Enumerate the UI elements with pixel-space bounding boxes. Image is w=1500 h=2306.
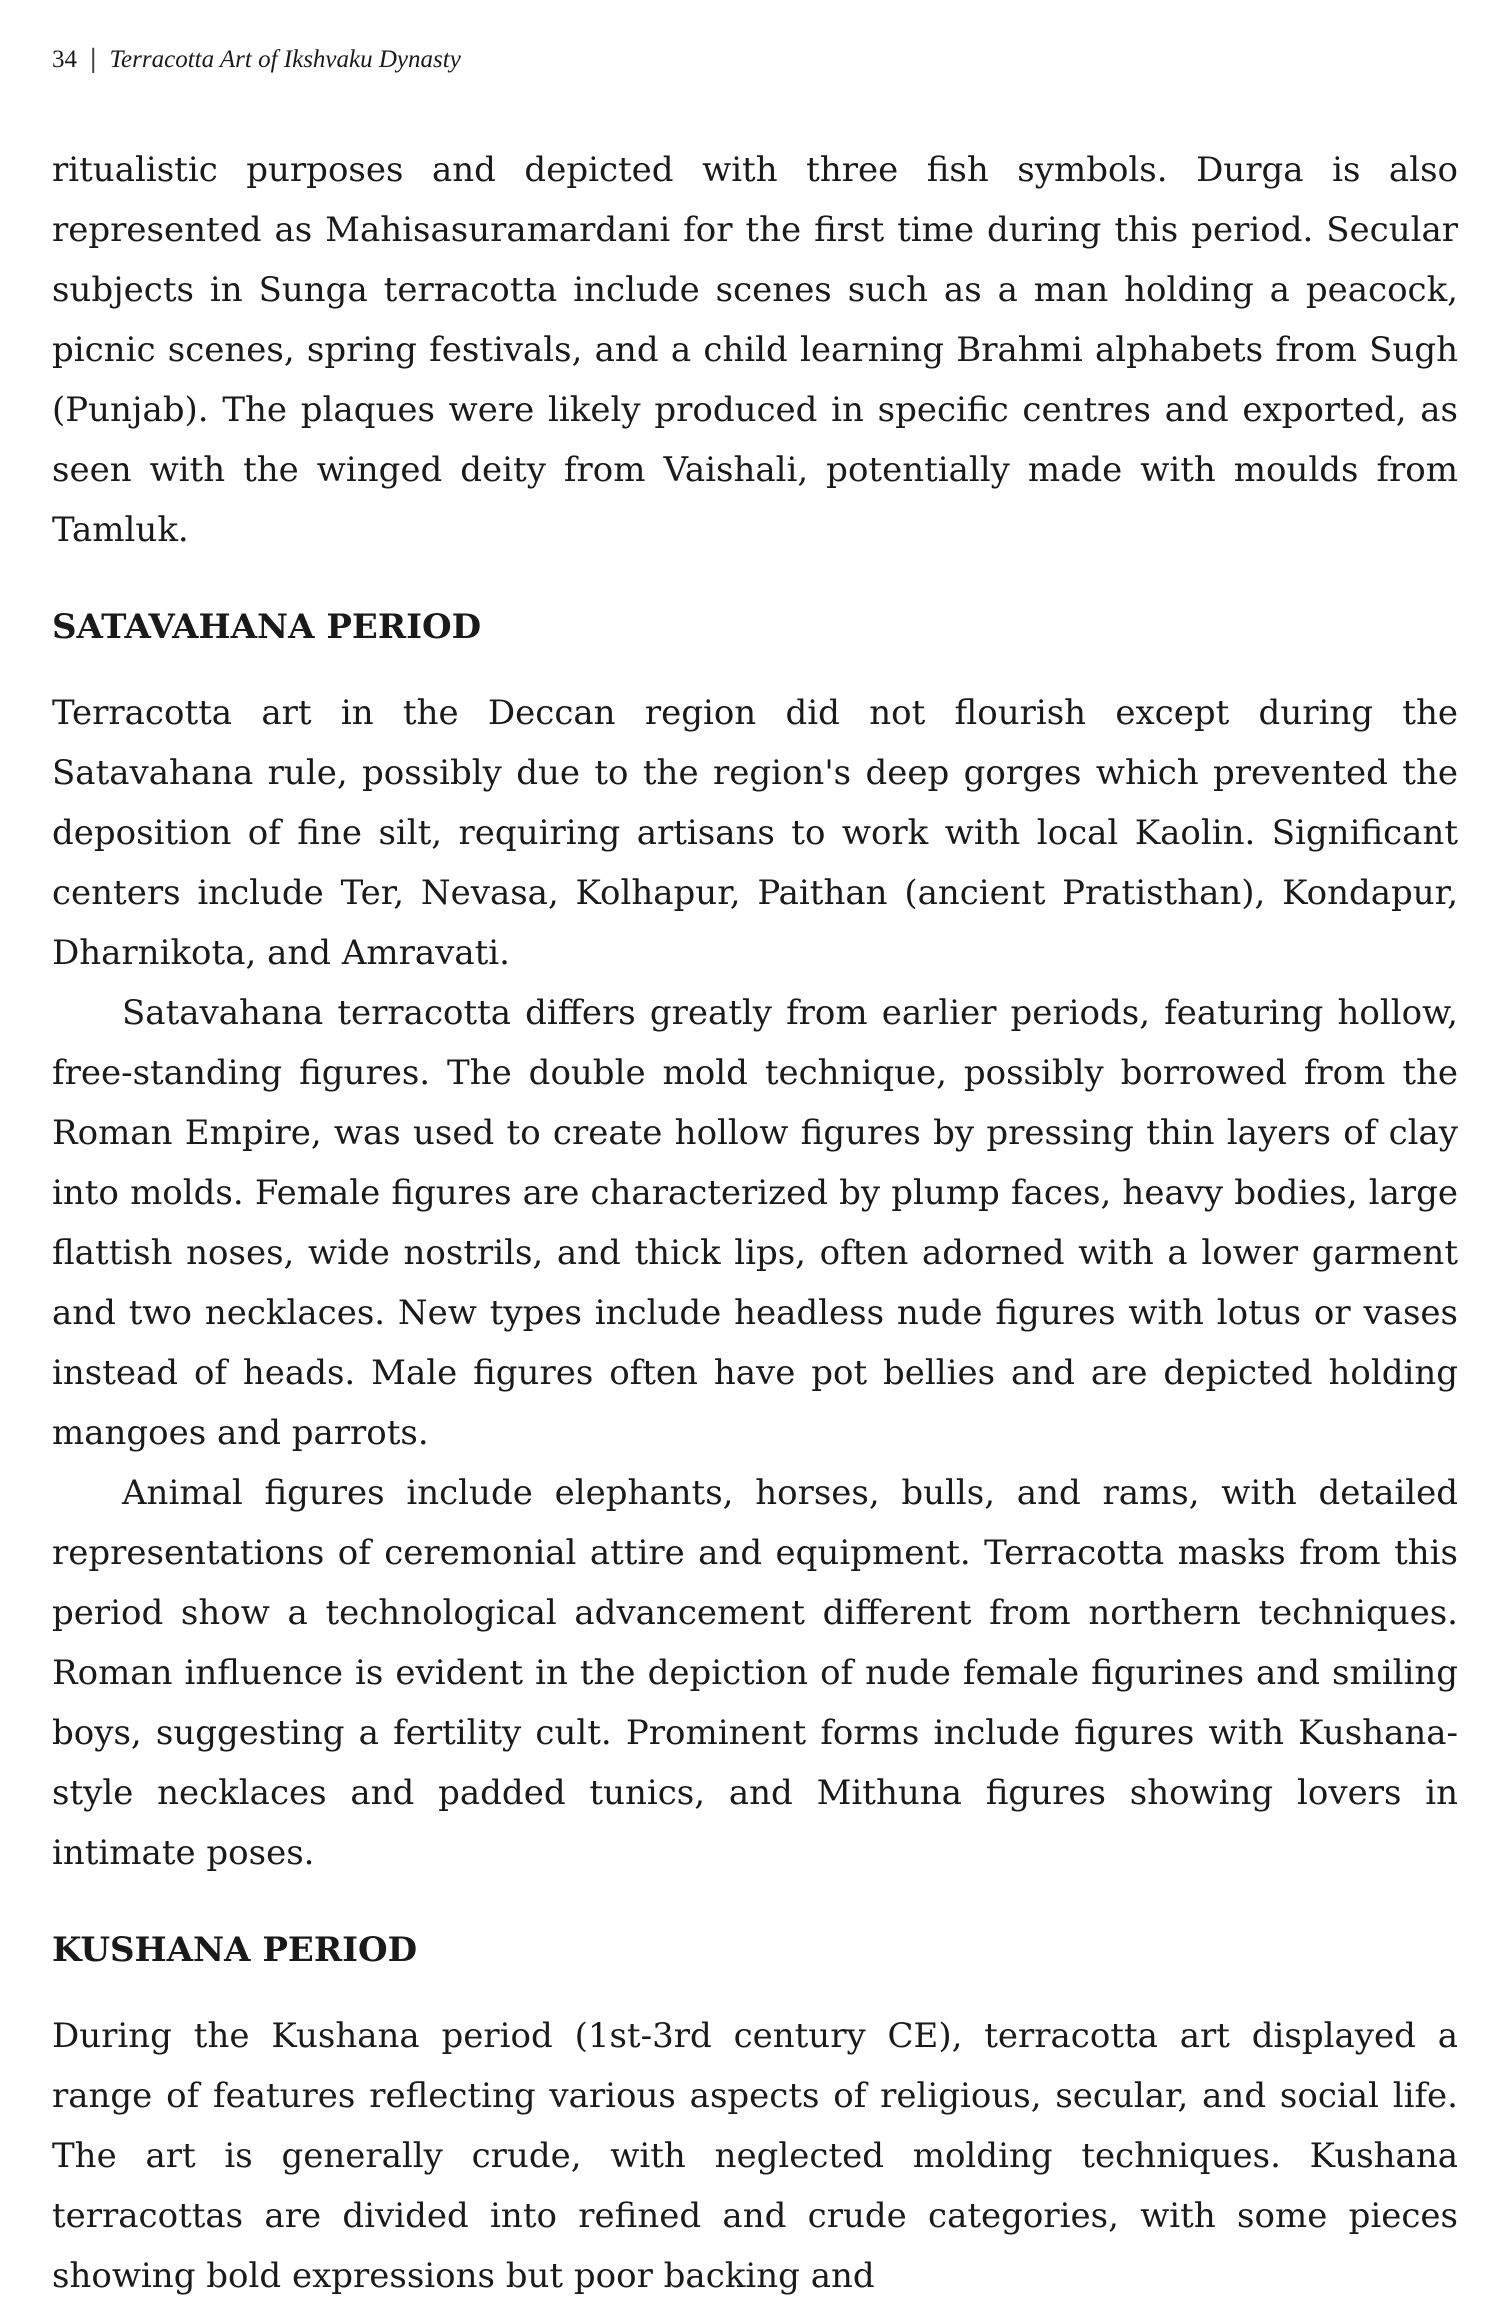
page-number: 34	[52, 46, 77, 73]
kushana-paragraph-1: During the Kushana period (1st-3rd century CE), terracotta art displayed a range of features reflecting various aspects of religious, secular, and social life. The art is generally crude, with neglected molding techniques. Kushana terracottas are divided into refined and crude categories, with some pieces showing bold expressions but poor backing and	[52, 2016, 1458, 2296]
book-title: Terracotta Art of Ikshvaku Dynasty	[109, 46, 461, 73]
section-heading-kushana: KUSHANA PERIOD	[52, 1930, 418, 1970]
running-header	[52, 44, 461, 75]
header-separator: |	[89, 44, 98, 73]
intro-paragraph: ritualistic purposes and depicted with three fish symbols. Durga is also represented as Mahisasuramardani for the first time during this period. Secular subjects in Sunga terracotta include scenes such as a man holding a peacock, picnic scenes, spring festivals, and a child learning Brahmi alphabets from Sugh (Punjab). The plaques were likely produced in specific centres and exported, as seen with the winged deity from Vaishali, potentially made with moulds from Tamluk.	[52, 150, 1458, 550]
section-heading-satavahana: SATAVAHANA PERIOD	[52, 607, 482, 647]
satavahana-paragraph-3: Animal figures include elephants, horses, bulls, and rams, with detailed representations of ceremonial attire and equipment. Terracotta masks from this period show a technological advancement different from northern techniques. Roman influence is evident in the depiction of nude female figurines and smiling boys, suggesting a fertility cult. Prominent forms include figures with Kushana-style necklaces and padded tunics, and Mithuna figures showing lovers in intimate poses.	[52, 1473, 1458, 1873]
satavahana-paragraph-1: Terracotta art in the Deccan region did not flourish except during the Satavahana rule, possibly due to the region's deep gorges which prevented the deposition of fine silt, requiring artisans to work with local Kaolin. Significant centers include Ter, Nevasa, Kolhapur, Paithan (ancient Pratisthan), Kondapur, Dharnikota, and Amravati.	[52, 693, 1458, 973]
satavahana-paragraph-2: Satavahana terracotta differs greatly from earlier periods, featuring hollow, free-standing figures. The double mold technique, possibly borrowed from the Roman Empire, was used to create hollow figures by pressing thin layers of clay into molds. Female figures are characterized by plump faces, heavy bodies, large flattish noses, wide nostrils, and thick lips, often adorned with a lower garment and two necklaces. New types include headless nude figures with lotus or vases instead of heads. Male figures often have pot bellies and are depicted holding mangoes and parrots.	[52, 993, 1458, 1453]
page-body	[52, 140, 1458, 2306]
